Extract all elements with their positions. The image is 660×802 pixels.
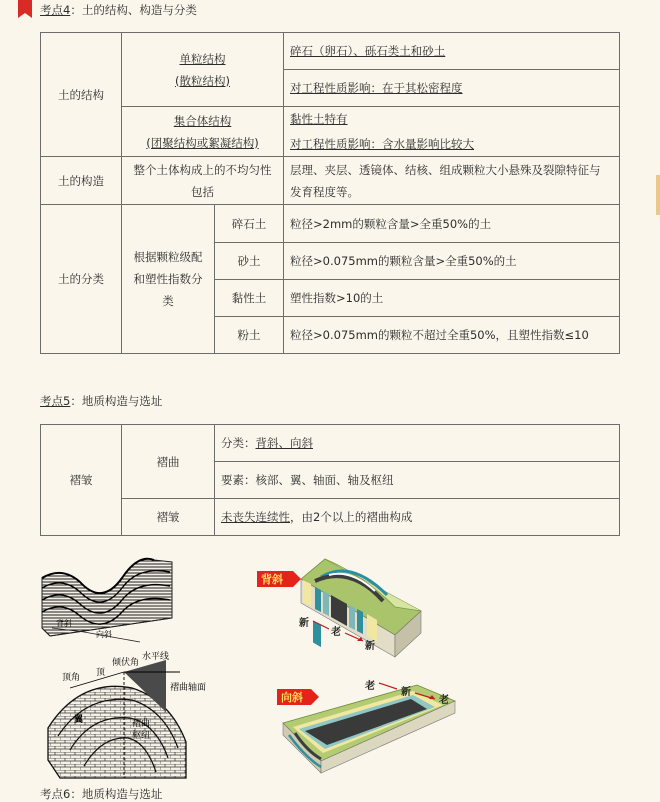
cell-class-desc-0: 粒径>2mm的颗粒含量>全重50%的土	[284, 205, 620, 243]
cell-class-desc-3: 粒径>0.075mm的颗粒不超过全重50%，且塑性指数≤10	[284, 317, 620, 354]
cell-construction-desc	[284, 157, 620, 205]
syncline-figure	[275, 673, 470, 781]
section-5-title	[40, 393, 162, 409]
single-desc-1: 碎石（卵石）、砾石类土和砂土	[290, 44, 446, 58]
cell-aggregate-desc-2	[284, 132, 620, 157]
anticline-new-2: 新	[365, 641, 375, 652]
cell-soil-structure: 土的结构	[41, 33, 122, 157]
top-label: 顶	[96, 668, 106, 678]
cell-class-name-1: 砂土	[215, 243, 284, 280]
section-5-kp: 考点5	[40, 394, 71, 408]
axial-plane-label: 褶曲轴面	[170, 683, 207, 693]
cell-class-desc-1: 粒径>0.075mm的颗粒含量>全重50%的土	[284, 243, 620, 280]
aggregate-desc-1: 黏性土特有	[290, 112, 348, 127]
construction-desc-1: 层理、夹层、透镜体、结核、组成颗粒大小悬殊及裂隙特征与	[290, 162, 601, 177]
anticline-old: 老	[331, 627, 341, 638]
construction-mid-2: 包括	[191, 184, 214, 199]
limb-label: 翼	[74, 715, 84, 725]
soil-table	[40, 32, 620, 354]
hinge-label-1: 褶曲	[132, 719, 151, 729]
scroll-indicator	[656, 175, 660, 215]
cell-aggregate-desc-1	[284, 107, 620, 132]
classification-basis-3: 类	[162, 294, 174, 308]
fold-elements-figure	[40, 650, 210, 785]
cell-soil-classification: 土的分类	[41, 205, 122, 354]
section-4-kp: 考点4	[40, 3, 71, 17]
single-desc-2: 对工程性质影响：在于其松密程度	[290, 81, 463, 95]
anticline-small-label: 背斜	[56, 619, 72, 628]
anticline-tag: 背斜	[261, 573, 283, 586]
cell-class-name-0: 碎石土	[215, 205, 284, 243]
cell-class-name-2: 黏性土	[215, 280, 284, 317]
cell-bend-classification	[215, 425, 620, 462]
construction-desc-2: 发育程度等。	[290, 184, 360, 199]
bend-class-value: 背斜、向斜	[255, 436, 313, 450]
aggregate-structure-name: 集合体结构	[173, 113, 232, 128]
horizontal-line-label: 水平线	[142, 652, 170, 662]
cell-fold-row-label: 褶皱	[122, 499, 215, 536]
single-structure-alt: (散粒结构)	[175, 73, 230, 88]
classification-basis-1: 根据颗粒级配	[133, 250, 203, 264]
anticline-new-1: 新	[299, 618, 309, 629]
fold-table	[40, 424, 620, 536]
syncline-old-2: 老	[439, 695, 449, 706]
section-5-title-text: ：地质构造与选址	[70, 394, 163, 408]
construction-mid-1: 整个土体构成上的不均匀性	[133, 162, 272, 177]
anticline-figure	[255, 553, 455, 663]
next-section-title: 考点6：地质构造与选址	[40, 787, 163, 801]
syncline-old-1: 老	[365, 681, 375, 692]
cell-single-desc-2	[284, 70, 620, 107]
bookmark-icon	[18, 0, 32, 18]
cell-classification-basis	[122, 205, 215, 354]
aggregate-desc-2: 对工程性质影响：含水量影响比较大	[290, 136, 475, 151]
cell-bend-elements: 要素：核部、翼、轴面、轴及枢纽	[215, 462, 620, 499]
fold-desc-underlined: 未丧失连续性	[221, 510, 290, 524]
cell-construction-mid	[122, 157, 284, 205]
cell-single-desc-1	[284, 33, 620, 70]
cell-soil-construction: 土的构造	[41, 157, 122, 205]
syncline-new: 新	[401, 687, 411, 698]
fold-block-figure	[40, 548, 180, 648]
cell-class-desc-2: 塑性指数>10的土	[284, 280, 620, 317]
fold-desc-rest: ，由2个以上的褶曲构成	[290, 510, 413, 524]
dip-angle-label: 倾伏角	[112, 658, 140, 668]
section-4-title	[40, 2, 197, 18]
aggregate-structure-alt: (团聚结构或絮凝结构)	[146, 135, 259, 150]
cell-aggregate-structure	[122, 107, 284, 157]
hinge-label-2: 枢纽	[132, 731, 151, 741]
classification-basis-2: 和塑性指数分	[133, 272, 203, 286]
syncline-small-label: 向斜	[96, 630, 112, 639]
cell-class-name-3: 粉土	[215, 317, 284, 354]
top-angle-label: 顶角	[62, 673, 81, 683]
cell-bend-label: 褶曲	[122, 425, 215, 499]
cell-fold-label: 褶皱	[41, 425, 122, 536]
cell-fold-desc	[215, 499, 620, 536]
section-4-title-text: ：土的结构、构造与分类	[70, 3, 197, 17]
bend-class-prefix: 分类：	[221, 436, 256, 450]
cell-single-structure	[122, 33, 284, 107]
syncline-tag: 向斜	[281, 691, 303, 704]
single-structure-name: 单粒结构	[179, 51, 226, 66]
